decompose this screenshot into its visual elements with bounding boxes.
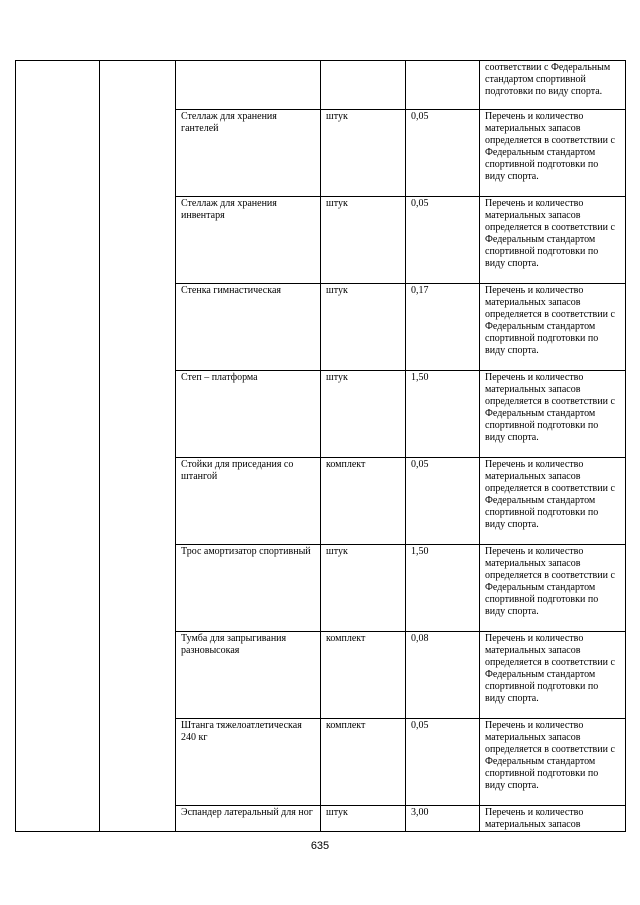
note-cell: Перечень и количество материальных запасов определяется в соответствии с Федеральным стандартом спортивной подготовки по виду спорта. bbox=[480, 197, 626, 284]
note-cell: Перечень и количество материальных запасов определяется в соответствии с Федеральным стандартом спортивной подготовки по виду спорта. bbox=[480, 371, 626, 458]
quantity-cell: 3,00 bbox=[406, 806, 480, 832]
item-name-cell: Эспандер латеральный для ног bbox=[176, 806, 321, 832]
quantity-cell: 0,05 bbox=[406, 458, 480, 545]
quantity-cell: 0,17 bbox=[406, 284, 480, 371]
quantity-cell: 1,50 bbox=[406, 371, 480, 458]
quantity-cell: 0,08 bbox=[406, 632, 480, 719]
item-name-cell: Тумба для запрыгивания разновысокая bbox=[176, 632, 321, 719]
quantity-cell: 0,05 bbox=[406, 110, 480, 197]
note-cell: Перечень и количество материальных запасов определяется в соответствии с Федеральным стандартом спортивной подготовки по виду спорта. bbox=[480, 284, 626, 371]
table-body bbox=[16, 61, 626, 832]
unit-cell: комплект bbox=[321, 458, 406, 545]
table-row bbox=[16, 61, 626, 110]
blank-cell-2 bbox=[100, 61, 176, 832]
unit-cell: комплект bbox=[321, 632, 406, 719]
quantity-cell: 1,50 bbox=[406, 545, 480, 632]
unit-cell: комплект bbox=[321, 719, 406, 806]
note-cell: Перечень и количество материальных запасов bbox=[480, 806, 626, 832]
unit-cell: штук bbox=[321, 110, 406, 197]
item-name-cell: Стойки для приседания со штангой bbox=[176, 458, 321, 545]
note-cell: Перечень и количество материальных запасов определяется в соответствии с Федеральным стандартом спортивной подготовки по виду спорта. bbox=[480, 110, 626, 197]
unit-cell: штук bbox=[321, 806, 406, 832]
unit-cell: штук bbox=[321, 545, 406, 632]
item-name-cell bbox=[176, 61, 321, 110]
item-name-cell: Штанга тяжелоатлетическая 240 кг bbox=[176, 719, 321, 806]
quantity-cell: 0,05 bbox=[406, 719, 480, 806]
unit-cell: штук bbox=[321, 284, 406, 371]
note-cell: соответствии с Федеральным стандартом спортивной подготовки по виду спорта. bbox=[480, 61, 626, 110]
quantity-cell: 0,05 bbox=[406, 197, 480, 284]
note-cell: Перечень и количество материальных запасов определяется в соответствии с Федеральным стандартом спортивной подготовки по виду спорта. bbox=[480, 719, 626, 806]
item-name-cell: Стеллаж для хранения инвентаря bbox=[176, 197, 321, 284]
page-number: 635 bbox=[310, 840, 330, 852]
note-cell: Перечень и количество материальных запасов определяется в соответствии с Федеральным стандартом спортивной подготовки по виду спорта. bbox=[480, 632, 626, 719]
item-name-cell: Трос амортизатор спортивный bbox=[176, 545, 321, 632]
unit-cell bbox=[321, 61, 406, 110]
item-name-cell: Степ – платформа bbox=[176, 371, 321, 458]
quantity-cell bbox=[406, 61, 480, 110]
item-name-cell: Стенка гимнастическая bbox=[176, 284, 321, 371]
equipment-table bbox=[15, 60, 626, 832]
blank-cell-1 bbox=[16, 61, 100, 832]
note-cell: Перечень и количество материальных запасов определяется в соответствии с Федеральным стандартом спортивной подготовки по виду спорта. bbox=[480, 545, 626, 632]
unit-cell: штук bbox=[321, 197, 406, 284]
unit-cell: штук bbox=[321, 371, 406, 458]
item-name-cell: Стеллаж для хранения гантелей bbox=[176, 110, 321, 197]
note-cell: Перечень и количество материальных запасов определяется в соответствии с Федеральным стандартом спортивной подготовки по виду спорта. bbox=[480, 458, 626, 545]
